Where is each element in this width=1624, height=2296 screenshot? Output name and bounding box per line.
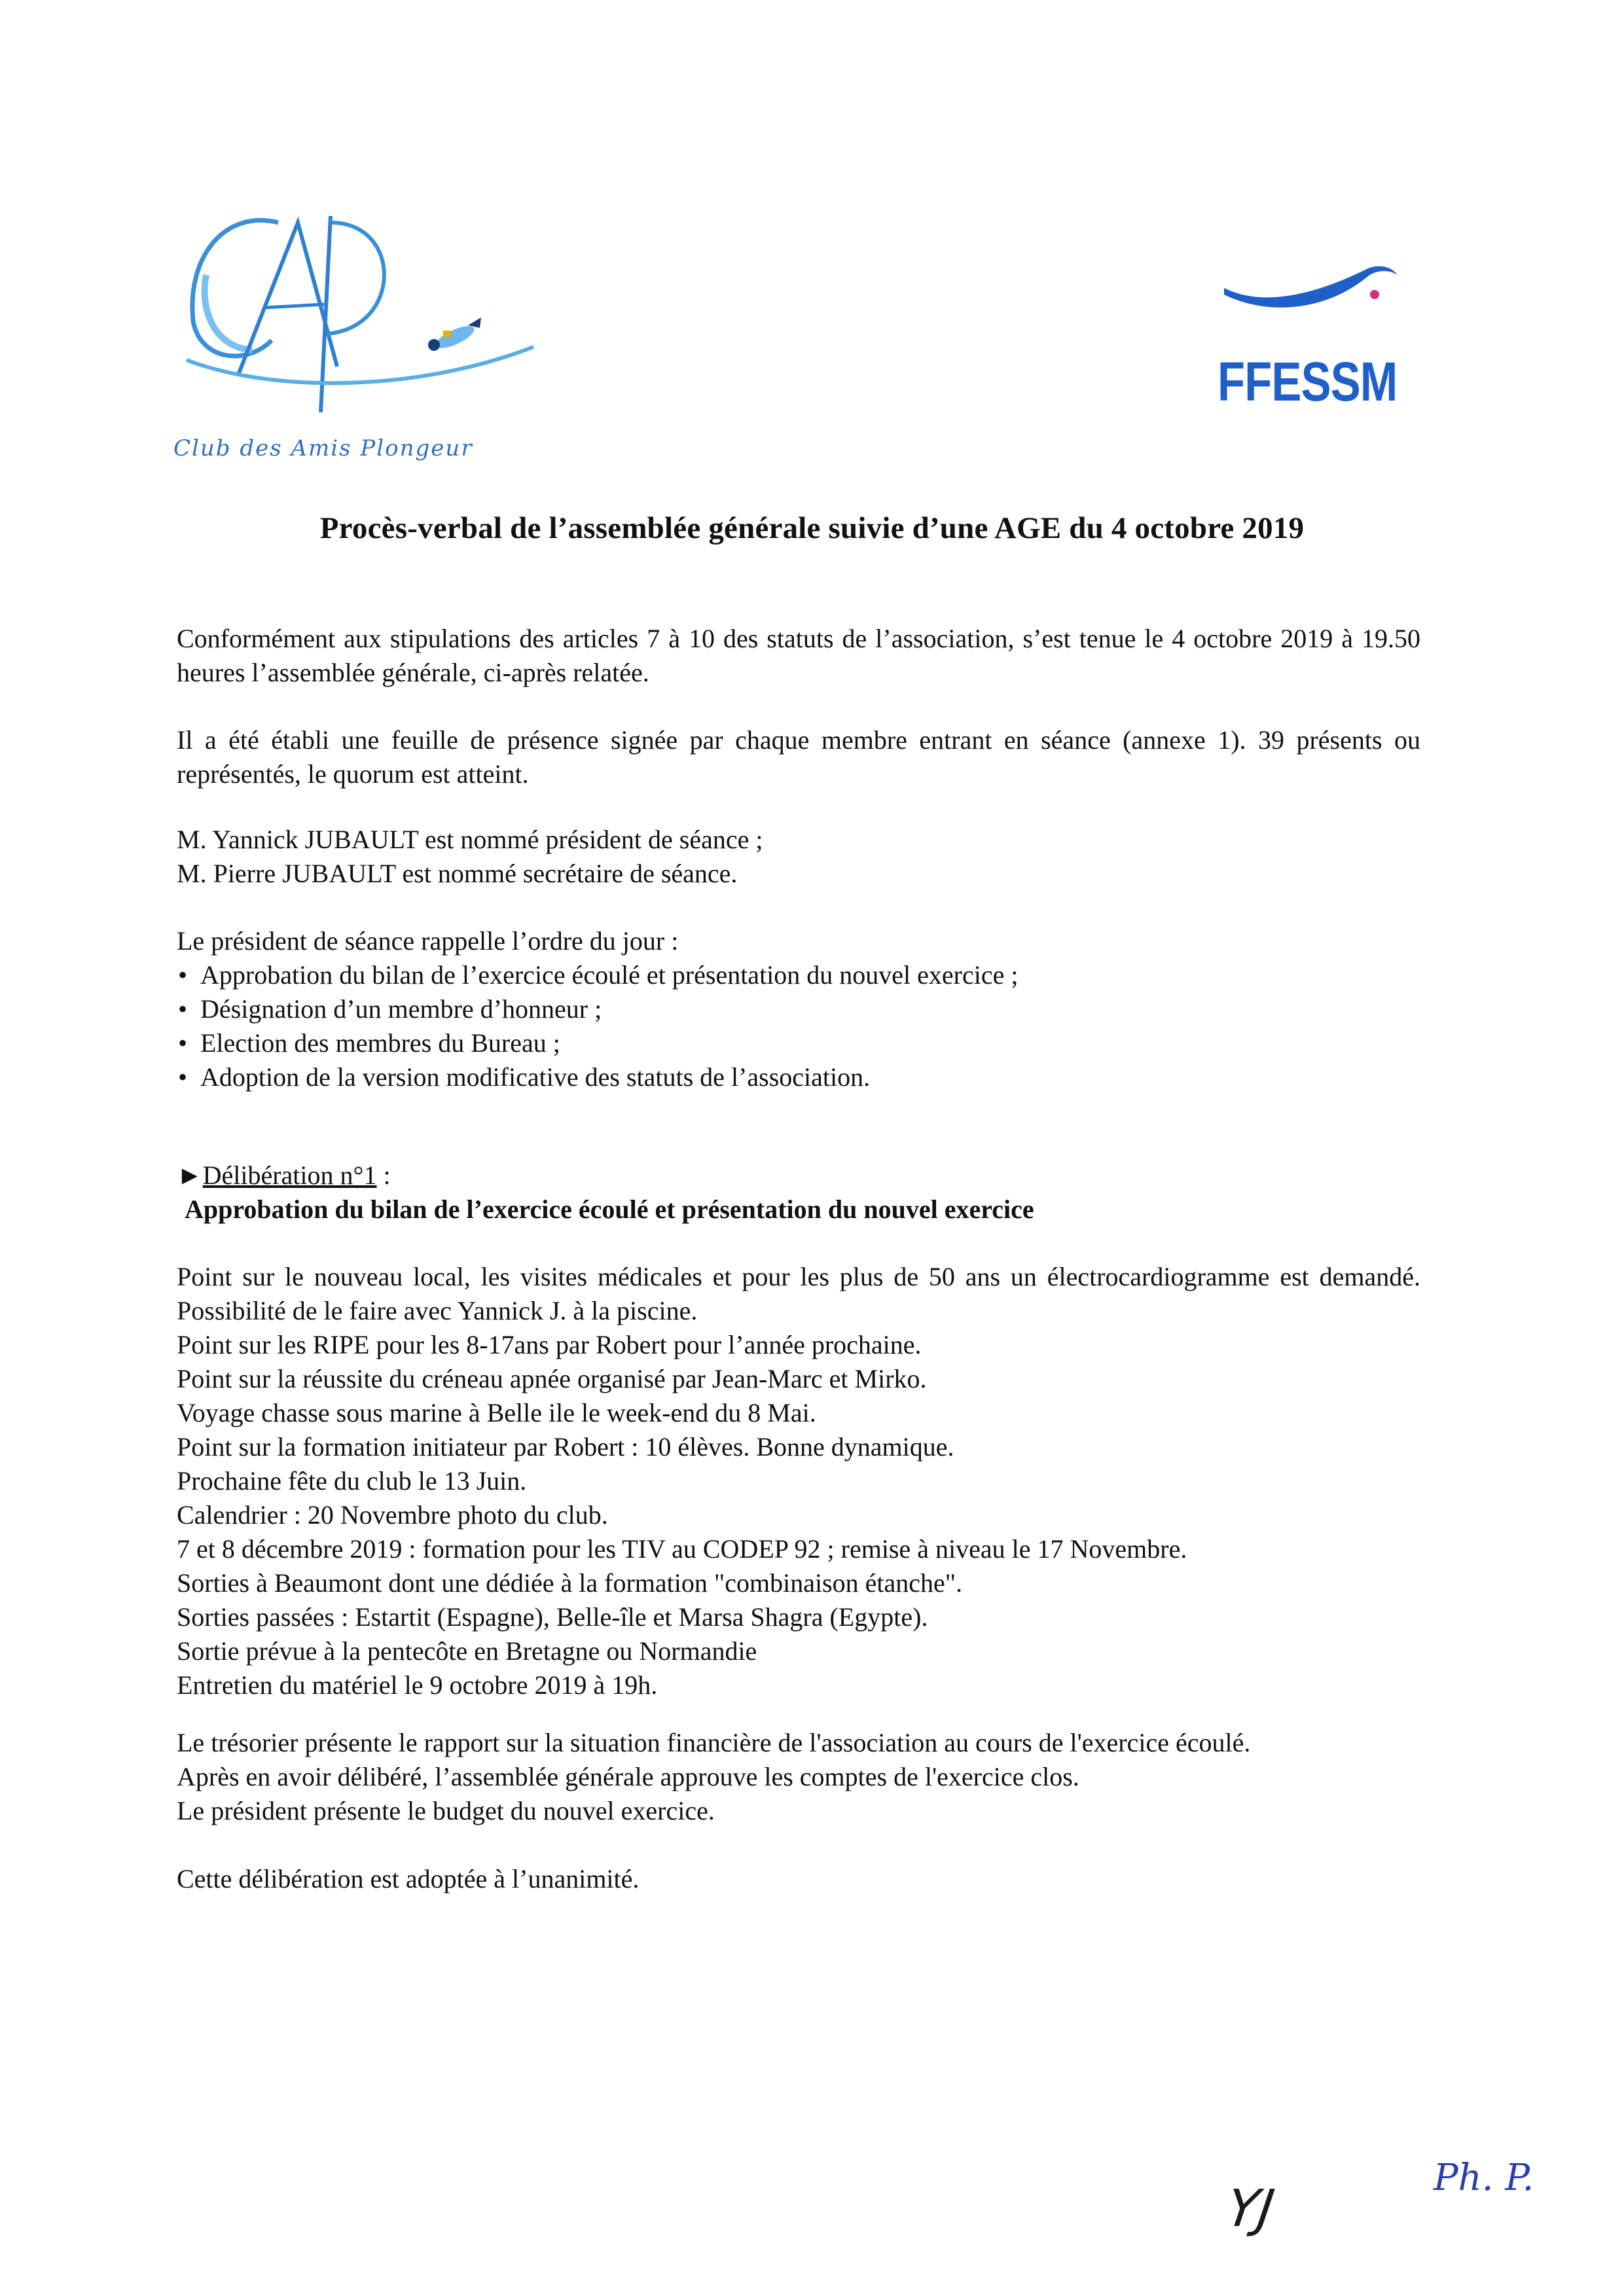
conclusion-block (177, 1862, 1420, 1896)
deliberation-label: Délibération n°1 (202, 1160, 377, 1190)
officers-block (177, 823, 1420, 891)
point-line: Point sur les RIPE pour les 8-17ans par Robert pour l’année prochaine. (177, 1330, 922, 1359)
finance-line: Le président présente le budget du nouvel exercice. (177, 1796, 715, 1825)
point-line: Point sur le nouveau local, les visites médicales et pour les plus de 50 ans un électrocardiogramme est demandé. Possibilité de le faire avec Yannick J. à la piscine. (177, 1262, 1420, 1325)
intro-paragraph-2 (177, 723, 1420, 791)
secretary-line: M. Pierre JUBAULT est nommé secrétaire de séance. (177, 859, 738, 888)
ffessm-logo (1211, 249, 1407, 419)
deliberation-title: Approbation du bilan de l’exercice écoulé et présentation du nouvel exercice (185, 1194, 1034, 1224)
deliberation-1-header (177, 1158, 1420, 1227)
intro-text-2: Il a été établi une feuille de présence signée par chaque membre entrant en séance (annexe 1). 39 présents ou représentés, le quorum est atteint. (177, 725, 1420, 789)
agenda-item: • Adoption de la version modificative des statuts de l’association. (177, 1060, 1420, 1094)
finance-block (177, 1726, 1420, 1828)
triangle-marker-icon: ► (177, 1160, 203, 1190)
deliberation-label-line (177, 1158, 1420, 1193)
bullet-icon: • (178, 1028, 188, 1058)
point-line: Sortie prévue à la pentecôte en Bretagne ou Normandie (177, 1636, 757, 1666)
deliberation-label-suffix: : (376, 1160, 391, 1190)
point-line: Voyage chasse sous marine à Belle ile le week-end du 8 Mai. (177, 1398, 816, 1427)
agenda-item: • Approbation du bilan de l’exercice écoulé et présentation du nouvel exercice ; (177, 958, 1420, 992)
bullet-icon: • (178, 994, 188, 1024)
agenda-item: • Désignation d’un membre d’honneur ; (177, 992, 1420, 1026)
president-line: M. Yannick JUBAULT est nommé président de séance ; (177, 825, 763, 854)
initials-right: Ph. P. (1434, 2157, 1534, 2199)
bullet-icon: • (178, 960, 188, 990)
agenda-list (177, 958, 1420, 1094)
document-title: Procès-verbal de l’assemblée générale suivie d’une AGE du 4 octobre 2019 (319, 511, 1305, 545)
agenda-block (177, 924, 1420, 1094)
point-line: Prochaine fête du club le 13 Juin. (177, 1466, 527, 1496)
ffessm-wave-graphic (1211, 249, 1407, 347)
point-line: Entretien du matériel le 9 octobre 2019 à 19h. (177, 1670, 658, 1700)
point-line: Point sur la réussite du créneau apnée organisé par Jean-Marc et Mirko. (177, 1364, 927, 1393)
point-line: Calendrier : 20 Novembre photo du club. (177, 1500, 608, 1530)
point-line: 7 et 8 décembre 2019 : formation pour les TIV au CODEP 92 ; remise à niveau le 17 Novembre. (177, 1534, 1187, 1564)
agenda-intro: Le président de séance rappelle l’ordre du jour : (177, 926, 679, 956)
point-line: Point sur la formation initiateur par Robert : 10 élèves. Bonne dynamique. (177, 1432, 954, 1462)
deliberation-1-points (177, 1260, 1420, 1702)
ffessm-wordmark: FFESSM (1218, 351, 1398, 412)
finance-line: Le trésorier présente le rapport sur la situation financière de l'association au cours de l'exercice écoulé. (177, 1728, 1251, 1757)
initials-left: YJ (1223, 2179, 1278, 2238)
intro-text-1: Conformément aux stipulations des articles 7 à 10 des statuts de l’association, s’est tenue le 4 octobre 2019 à 19.50 heures l’assemblée générale, ci-après relatée. (177, 624, 1420, 687)
agenda-item: • Election des membres du Bureau ; (177, 1026, 1420, 1060)
finance-line: Après en avoir délibéré, l’assemblée générale approuve les comptes de l'exercice clos. (177, 1762, 1079, 1791)
bullet-icon: • (178, 1062, 188, 1092)
point-line: Sorties à Beaumont dont une dédiée à la formation "combinaison étanche". (177, 1568, 963, 1598)
intro-paragraph-1 (177, 622, 1420, 690)
point-line: Sorties passées : Estartit (Espagne), Belle-île et Marsa Shagra (Egypte). (177, 1602, 928, 1632)
conclusion-line: Cette délibération est adoptée à l’unanimité. (177, 1864, 640, 1893)
cap-logo-caption: Club des Amis Plongeur (173, 435, 473, 461)
